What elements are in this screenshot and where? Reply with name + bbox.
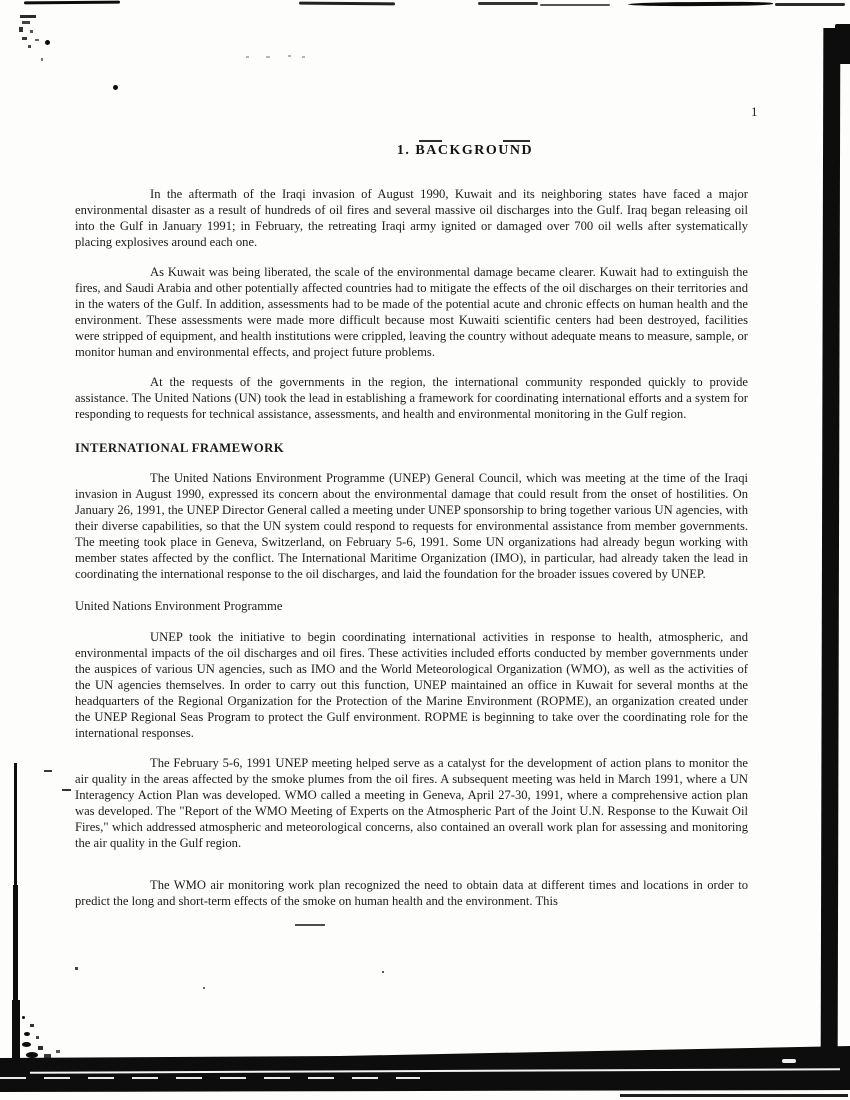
scan-faint-dot <box>246 56 249 58</box>
heading-international-framework: INTERNATIONAL FRAMEWORK <box>75 441 285 455</box>
scan-smudge <box>20 15 36 18</box>
scan-streak-top-2 <box>299 2 395 6</box>
scan-edge-line-left <box>14 763 17 893</box>
scan-smudge <box>22 37 27 40</box>
scan-faint-dot <box>288 55 291 57</box>
scan-smudge <box>41 58 43 61</box>
scan-bar-bottom <box>0 1044 850 1092</box>
scan-smudge <box>28 45 31 48</box>
scan-ink-dot <box>45 40 50 45</box>
page-number: 1 <box>751 104 758 119</box>
title-overline-mark-2 <box>503 140 530 142</box>
document-body <box>75 186 748 923</box>
scan-speckle <box>36 1036 39 1039</box>
underline-artifact <box>295 924 325 926</box>
scan-bar-white-streak <box>30 1068 840 1074</box>
paragraph-unep-council: The United Nations Environment Programme (UNEP) General Council, which was meeting at the time of the Iraqi invasion in August 1990, expressed its concern about the environmental damage that could result from the onset of hostilities. On January 26, 1991, the UNEP Director General called a meeting under UNEP sponsorship to bring together various UN agencies, with their diverse capabilities, so that the UN system could respond to requests for environmental assistance from member governments. The meeting took place in Geneva, Switzerland, on February 5-6, 1991. Some UN organizations had already begun working with member states affected by the conflict. The International Maritime Organization (IMO), in particular, had already taken the lead in coordinating the international response to the oil discharges, and laid the foundation for the broader issues covered by UNEP. <box>75 471 748 581</box>
scan-faint-dot <box>302 56 305 58</box>
scan-speckle <box>26 1052 38 1058</box>
scan-speckle <box>22 1042 31 1047</box>
scan-smudge <box>22 21 30 24</box>
scan-smudge <box>19 27 23 32</box>
scan-speck <box>75 967 78 970</box>
scan-streak-bottom-right <box>620 1094 848 1097</box>
scan-faint-dot <box>266 56 270 58</box>
scan-bar-white-streak <box>0 1077 420 1079</box>
paragraph-unep-coordination: UNEP took the initiative to begin coordinating international activities in response to health, atmospheric, and environmental impacts of the oil discharges and oil fires. These activities included efforts conducted by member governments under the auspices of various UN agencies, such as IMO and the World Meteorological Organization (WMO), as well as the activities of the UN agencies themselves. In order to carry out this function, UNEP maintained an office in Kuwait for several months at the headquarters of the Regional Organization for the Protection of the Marine Environment (ROPME), an organization created under the UNEP Regional Seas Program to protect the Gulf environment. ROPME is beginning to take over the coordinating role for the international responses. <box>75 630 748 740</box>
scan-speckle <box>56 1050 60 1053</box>
paragraph-action-plans: The February 5-6, 1991 UNEP meeting helped serve as a catalyst for the development of action plans to monitor the air quality in the areas affected by the smoke plumes from the oil fires. A subsequent meeting was held in March 1991, where a UN Interagency Action Plan was developed. WMO called a meeting in Geneva, April 27-30, 1991, where a comprehensive action plan was developed. The "Report of the WMO Meeting of Experts on the Atmospheric Part of the Joint U.N. Response to the Kuwait Oil Fires," which addressed atmospheric and meteorological concerns, also contained an overall work plan for assessing and monitoring the air quality in the Gulf region. <box>75 756 748 850</box>
scan-speckle <box>44 1054 51 1058</box>
scan-speckle <box>24 1032 30 1036</box>
scan-speckle <box>30 1024 34 1027</box>
paragraph-intro-disaster: In the aftermath of the Iraqi invasion of August 1990, Kuwait and its neighboring states have faced a major environmental disaster as a result of hundreds of oil fires and several massive oil discharges into the Gulf. Iraq began releasing oil into the Gulf in January 1991; in February, the retreating Iraqi army ignited or damaged over 700 oil wells after systematically placing explosives around each one. <box>75 187 748 249</box>
scan-smudge <box>35 39 39 41</box>
scan-speckle <box>38 1046 43 1050</box>
paragraph-un-response: At the requests of the governments in the region, the international community responded quickly to provide assistance. The United Nations (UN) took the lead in establishing a framework for coordinating international efforts and a system for responding to requests for technical assistance, assessments, and health and environmental monitoring in the Gulf region. <box>75 375 748 421</box>
scan-edge-blob-right <box>835 24 850 64</box>
subheading-unep-programme: United Nations Environment Programme <box>75 599 283 613</box>
scan-streak-top-4 <box>540 4 610 6</box>
scan-speck <box>203 987 205 989</box>
paragraph-wmo-workplan: The WMO air monitoring work plan recognized the need to obtain data at different times and locations in order to predict the long and short-term effects of the smoke on human health and the environment. This <box>75 878 748 908</box>
scan-streak-top-3 <box>478 2 538 5</box>
scan-ink-dot <box>113 85 118 90</box>
scan-bar-white-blob <box>782 1059 796 1063</box>
scan-edge-bar-right <box>821 28 841 1058</box>
scan-edge-line-left <box>12 1000 20 1070</box>
title-overline-mark-1 <box>419 140 442 142</box>
scan-streak-top-1 <box>24 1 120 5</box>
page-title: 1. BACKGROUND <box>396 143 534 158</box>
scan-streak-top-5 <box>628 2 773 7</box>
scan-speck <box>382 971 384 973</box>
scan-speckle <box>22 1016 25 1019</box>
scan-streak-top-6 <box>775 3 845 6</box>
margin-dash-mark <box>62 789 71 791</box>
margin-dash-mark <box>44 770 52 772</box>
scan-edge-line-left <box>13 885 18 1005</box>
paragraph-liberation-damage: As Kuwait was being liberated, the scale of the environmental damage became clearer. Kuwait had to extinguish the fires, and Saudi Arabia and other potentially affected countries had to mitigate the effects of the oil discharges on their territories and in the waters of the Gulf. In addition, assessments had to be made of the potential acute and chronic effects on human health and the environment. These assessments were made more difficult because most Kuwaiti scientific centers had been destroyed, facilities were stripped of equipment, and health institutions were crippled, leaving the country without adequate means to measure, sample, or monitor human and environmental effects, and project future problems. <box>75 265 748 359</box>
scan-smudge <box>30 30 33 33</box>
